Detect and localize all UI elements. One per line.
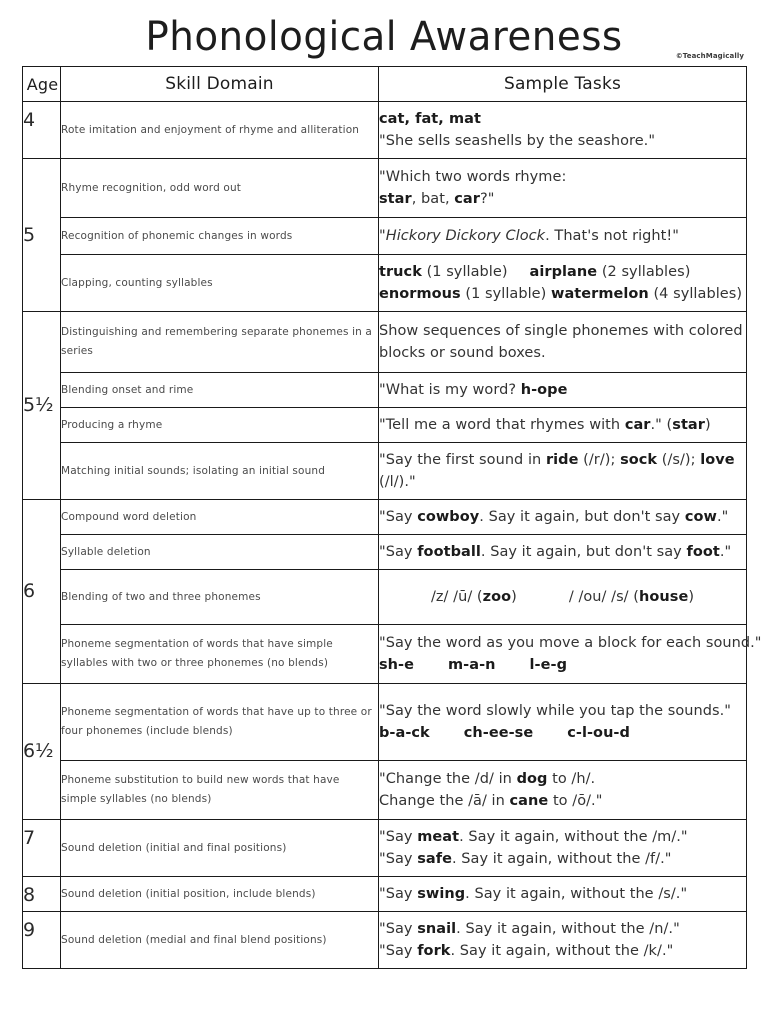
page-title: Phonological Awareness <box>145 14 623 60</box>
table-row <box>23 570 747 625</box>
task-cell: "Say meat. Say it again, without the /m/." "Say safe. Say it again, without the /f/." <box>379 820 747 877</box>
skill-cell: Sound deletion (medial and final blend positions) <box>61 912 379 969</box>
column-header-age: Age <box>23 67 61 102</box>
task-cell: "Say the word slowly while you tap the sounds." b-a-ck ch-ee-se c-l-ou-d <box>379 684 747 761</box>
skill-cell: Phoneme segmentation of words that have simple syllables with two or three phonemes (no blends) <box>61 625 379 684</box>
table-row <box>23 761 747 820</box>
task-cell: "Say the first sound in ride (/r/); sock (/s/); love (/l/)." <box>379 443 747 500</box>
table-body <box>23 67 762 969</box>
age-cell-5: 5 <box>23 159 61 312</box>
skill-cell: Distinguishing and remembering separate phonemes in a series <box>61 312 379 373</box>
task-cell: "Say the word as you move a block for each sound." sh-e m-a-n l-e-g <box>379 625 747 684</box>
skill-cell: Clapping, counting syllables <box>61 255 379 312</box>
skill-cell: Blending of two and three phonemes <box>61 570 379 625</box>
skill-cell: Recognition of phonemic changes in words <box>61 218 379 255</box>
skill-cell: Compound word deletion <box>61 500 379 535</box>
table-row <box>23 255 747 312</box>
skill-cell: Rote imitation and enjoyment of rhyme and alliteration <box>61 102 379 159</box>
age-cell-9: 9 <box>23 912 61 969</box>
skill-cell: Producing a rhyme <box>61 408 379 443</box>
table-row <box>23 218 747 255</box>
skill-cell: Blending onset and rime <box>61 373 379 408</box>
task-cell: "Say cowboy. Say it again, but don't say cow." <box>379 500 747 535</box>
table-row <box>23 102 747 159</box>
skill-cell: Syllable deletion <box>61 535 379 570</box>
skill-cell: Sound deletion (initial and final positions) <box>61 820 379 877</box>
task-cell: truck (1 syllable) airplane (2 syllables) enormous (1 syllable) watermelon (4 syllables) <box>379 255 747 312</box>
table-row <box>23 877 747 912</box>
task-cell: "Say football. Say it again, but don't say foot." <box>379 535 747 570</box>
table-row <box>23 500 747 535</box>
task-cell: "Change the /d/ in dog to /h/. Change the /ā/ in cane to /ō/." <box>379 761 747 820</box>
age-cell-6: 6 <box>23 500 61 684</box>
column-header-skill-domain: Skill Domain <box>61 67 379 102</box>
column-header-sample-tasks: Sample Tasks <box>379 67 747 102</box>
task-cell: "Say snail. Say it again, without the /n/." "Say fork. Say it again, without the /k/." <box>379 912 747 969</box>
table-row <box>23 625 747 684</box>
table-row <box>23 535 747 570</box>
table-row <box>23 443 747 500</box>
phonological-awareness-table-container <box>22 66 762 969</box>
table-row <box>23 373 747 408</box>
task-cell: cat, fat, mat "She sells seashells by the seashore." <box>379 102 747 159</box>
phonological-awareness-table <box>22 66 762 969</box>
table-header-row <box>23 67 747 102</box>
table-row <box>23 820 747 877</box>
task-cell: Show sequences of single phonemes with colored blocks or sound boxes. <box>379 312 747 373</box>
age-cell-4: 4 <box>23 102 61 159</box>
task-cell: "What is my word? h-ope <box>379 373 747 408</box>
skill-cell: Rhyme recognition, odd word out <box>61 159 379 218</box>
age-cell-7: 7 <box>23 820 61 877</box>
skill-cell: Matching initial sounds; isolating an initial sound <box>61 443 379 500</box>
skill-cell: Sound deletion (initial position, include blends) <box>61 877 379 912</box>
age-cell-5-half: 5½ <box>23 312 61 500</box>
task-cell: "Hickory Dickory Clock. That's not right!" <box>379 218 747 255</box>
table-row <box>23 912 747 969</box>
table-row <box>23 159 747 218</box>
table-row <box>23 312 747 373</box>
task-cell: "Which two words rhyme: star, bat, car?" <box>379 159 747 218</box>
task-cell: "Say swing. Say it again, without the /s/." <box>379 877 747 912</box>
skill-cell: Phoneme segmentation of words that have up to three or four phonemes (include blends) <box>61 684 379 761</box>
table-row <box>23 684 747 761</box>
page-title-container <box>0 14 768 60</box>
age-cell-8: 8 <box>23 877 61 912</box>
table-row <box>23 408 747 443</box>
copyright-notice: ©TeachMagically <box>675 52 744 60</box>
age-cell-6-half: 6½ <box>23 684 61 820</box>
skill-cell: Phoneme substitution to build new words that have simple syllables (no blends) <box>61 761 379 820</box>
task-cell: "Tell me a word that rhymes with car." (star) <box>379 408 747 443</box>
task-cell: /z/ /ū/ (zoo) / /ou/ /s/ (house) <box>379 570 747 625</box>
